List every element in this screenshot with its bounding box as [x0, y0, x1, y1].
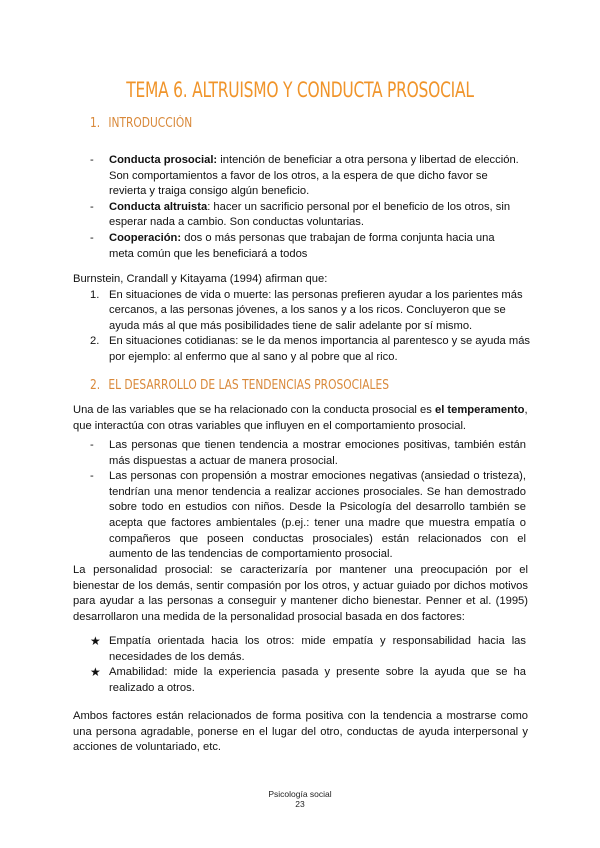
temperament-bullets: [90, 438, 526, 563]
definition-term: Conducta altruista: [109, 200, 208, 213]
finding-item: 1. En situaciones de vida o muerte: las personas prefieren ayudar a los parientes más cercanos, a las personas jóvenes, a los sanos y a los ricos. Concluyeron que se ayuda más al que más posibilidades tiene de salir adelante por sí mismo.: [90, 288, 523, 332]
footer-subject: Psicología social: [268, 789, 332, 799]
factor-item: ★ Empatía orientada hacia los otros: mide empatía y responsabilidad hacia las necesidades de los demás.: [90, 634, 526, 663]
burnstein-intro: Burnstein, Crandall y Kitayama (1994) afirman que:: [73, 273, 328, 285]
definition-item: - Conducta altruista: hacer un sacrificio personal por el beneficio de los otros, sin esperar nada a cambio. Son conductas voluntarias.: [90, 200, 511, 229]
section-1-title: INTRODUCCIÓN: [108, 116, 193, 131]
page-number: 23: [295, 799, 305, 809]
definition-text: intención de beneficiar a otra persona y libertad de elección. Son comportamientos a favor de los otros, a la espera de que dicho favor se revierta y traiga consigo algún beneficio.: [109, 154, 519, 198]
finding-item: 2. En situaciones cotidianas: se le da menos importancia al parentesco y se ayuda más por ejemplo: al enfermo que al sano y al pobre que al rico.: [90, 335, 531, 363]
section-2-number: 2.: [90, 378, 101, 393]
definition-text: dos o más personas que trabajan de forma conjunta hacia una meta común que les beneficiará a todos: [109, 231, 495, 260]
footer: [0, 789, 600, 809]
section-1-heading: [90, 116, 192, 131]
definition-text: : hacer un sacrificio personal por el beneficio de los otros, sin esperar nada a cambio. Son conductas voluntarias.: [109, 200, 511, 229]
definition-item: - Cooperación: dos o más personas que trabajan de forma conjunta hacia una meta común que les beneficiará a todos: [90, 231, 495, 260]
definitions-list: [90, 153, 522, 262]
section-2-heading: [90, 378, 389, 393]
bullet-item: - Las personas que tienen tendencia a mostrar emociones positivas, también están más dispuestas a actuar de manera prosocial.: [90, 439, 526, 467]
burnstein-paragraph: [73, 272, 533, 366]
section-1-number: 1.: [90, 116, 101, 131]
definition-term: Conducta prosocial:: [109, 154, 218, 166]
bullet-item: - Las personas con propensión a mostrar emociones negativas (ansiedad o tristeza), tendrían una menor tendencia a realizar acciones prosociales. Se han demostrado sobre todo en estudios con niños. Desde la Psicología del desarrollo también se acepta que factores ambientales (p.ej.: tener una madre que muestra empatía o compañeros que poseen conductas prosociales) están relacionados con el aumento de las tendencias de comportamiento prosocial.: [90, 470, 526, 561]
temperament-term: el temperamento: [434, 404, 525, 416]
conclusion-paragraph: Ambos factores están relacionados de forma positiva con la tendencia a mostrarse como una persona agradable, ponerse en el lugar del otro, conductas de ayuda interpersonal y acciones de voluntariado, etc.: [73, 710, 528, 754]
page-title: TEMA 6. ALTRUISMO Y CONDUCTA PROSOCIAL: [126, 78, 474, 102]
definition-item: - Conducta prosocial: intención de beneficiar a otra persona y libertad de elección. Son comportamientos a favor de los otros, a la espera de que dicho favor se revierta y traiga consigo algún beneficio.: [90, 154, 519, 198]
personality-paragraph: La personalidad prosocial: se caracterizaría por mantener una preocupación por el bienestar de los demás, sentir compasión por los otros, y actuar guiado por dichos motivos para ayudar a las personas a conseguir y mantener dicho bienestar. Penner et al. (1995) desarrollaron una medida de la personalidad prosocial basada en dos factores:: [73, 564, 528, 623]
definition-term: Cooperación:: [109, 231, 182, 244]
star-icon: ★: [90, 665, 101, 680]
temperament-paragraph: Una de las variables que se ha relacionado con la conducta prosocial es el temperamento, que interactúa con otras variables que influyen en el comportamiento prosocial.: [73, 404, 528, 432]
factors-list: [90, 634, 526, 696]
factor-item: ★ Amabilidad: mide la experiencia pasada y presente sobre la ayuda que se ha realizado a otros.: [90, 665, 526, 694]
star-icon: ★: [90, 634, 101, 648]
section-2-title: EL DESARROLLO DE LAS TENDENCIAS PROSOCIALES: [108, 378, 389, 393]
